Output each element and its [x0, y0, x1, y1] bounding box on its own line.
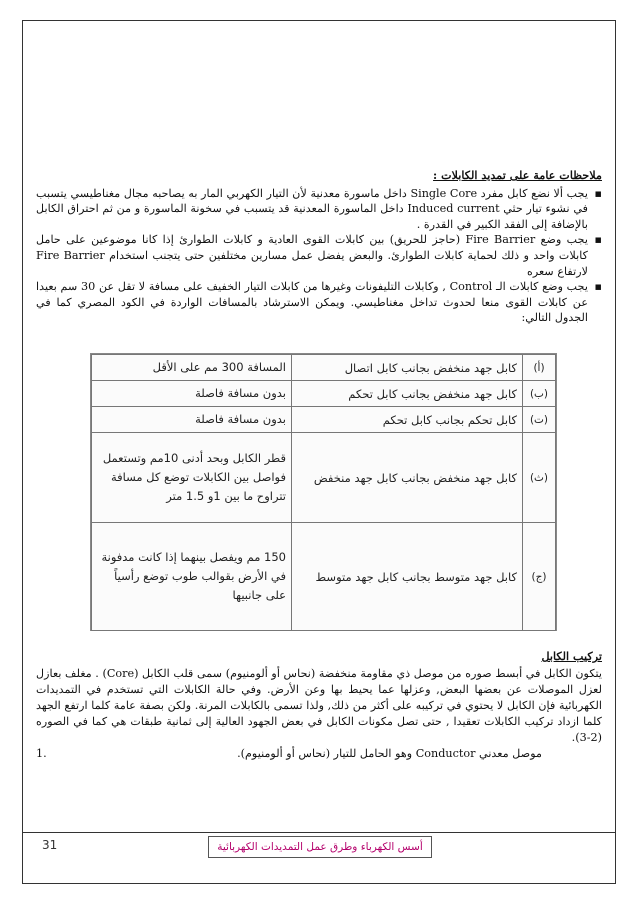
- notes-heading: ملاحظات عامة على تمديد الكابلات :: [433, 168, 602, 182]
- table-row: [92, 381, 556, 407]
- row-condition: 150 مم ويفصل بينهما إذا كانت مدفونة في الأرض بقوالب طوب توضع رأسياً على جانبيها: [92, 523, 292, 631]
- table-row: [92, 523, 556, 631]
- row-condition: المسافة 300 مم على الأقل: [92, 355, 292, 381]
- cable-structure-section: [36, 648, 602, 762]
- row-label: (ج): [523, 523, 556, 631]
- spacing-table: [91, 354, 556, 631]
- row-label: (أ): [523, 355, 556, 381]
- row-description: كابل جهد منخفض بجانب كابل اتصال: [292, 355, 523, 381]
- table-row: [92, 433, 556, 523]
- row-description: كابل تحكم بجانب كابل تحكم: [292, 407, 523, 433]
- row-condition: قطر الكابل وبحد أدنى 10مم وتستعمل فواصل بين الكابلات توضع كل مسافة تتراوح ما بين 1و 1.5 متر: [92, 433, 292, 523]
- table-row: [92, 355, 556, 381]
- page-number: 31: [42, 838, 58, 852]
- table-row: [92, 407, 556, 433]
- note-control-cables: ▪ يجب وضع كابلات الـ Control , وكابلات التليفونات وغيرها من كابلات التيار الخفيف على مسافة لا تقل عن 30 سم بعيدا عن كابلات القوى منعا لحدوث تداخل مغناطيسي. ويمكن الاسترشاد بالمسافات الواردة في الكود المصري كما في الجدول التالي:: [36, 279, 602, 326]
- structure-paragraph: يتكون الكابل في أبسط صوره من موصل ذي مقاومة منخفضة (نحاس أو ألومنيوم) سمى قلب الكابل (Core) . مغلف بعازل لعزل الموصلات عن بعضها البعض, وعزلها عما يحيط بها وعن الأرض. وفي حالة الكابلات التي تستخدم في التمديدات الكهربائية فإن الكابل لا يحتوي في تركيبه على أكثر من ذلك, ولذا تسمى بالكابلات المرنة. ولكن بصفة عامة كلما ارتفع الجهد كلما ازداد تركيب الكابلات تعقيدا , حتى تصل مكونات الكابل في بعض الجهود العالية إلى ثمانية طبقات هي كما في الصوره (2-3).: [36, 667, 602, 744]
- list-item: [36, 746, 602, 762]
- row-description: كابل جهد منخفض بجانب كابل جهد منخفض: [292, 433, 523, 523]
- footer-book-title: أسس الكهرباء وطرق عمل التمديدات الكهربائية: [208, 836, 432, 858]
- item-number: 1.: [36, 747, 47, 760]
- row-condition: بدون مسافة فاصلة: [92, 381, 292, 407]
- row-condition: بدون مسافة فاصلة: [92, 407, 292, 433]
- footer-divider: [22, 832, 616, 833]
- cable-spacing-table: [90, 353, 557, 631]
- item-text: موصل معدني Conductor وهو الحامل للتيار (نحاس أو ألومنيوم).: [237, 747, 542, 760]
- structure-heading: تركيب الكابل: [541, 649, 602, 663]
- note-fire-barrier: ▪ يجب وضع Fire Barrier (حاجز للحريق) بين كابلات القوى العادية و كابلات الطوارئ إذا كانا موضوعين على حامل كابلات واحد و ذلك لحماية كابلات الطوارئ. والبعض يفضل عمل مسارين مختلفين حتى يتجنب استخدام Fire Barrier لارتفاع سعره: [36, 232, 602, 279]
- row-description: كابل جهد متوسط بجانب كابل جهد متوسط: [292, 523, 523, 631]
- note-single-core: ▪ يجب ألا نضع كابل مفرد Single Core داخل ماسورة معدنية لأن التيار الكهربي المار به يصاحبه مجال مغناطيسي يتسبب في نشوء تيار حثي Induced current داخل الماسورة المعدنية قد يتسبب في سخونة الماسورة و من ثم احتراق الكابل بالإضافة إلى الفقد الكبير في القدرة .: [36, 186, 602, 233]
- cable-notes-section: [36, 168, 602, 326]
- row-label: (ث): [523, 433, 556, 523]
- row-description: كابل جهد منخفض بجانب كابل تحكم: [292, 381, 523, 407]
- row-label: (ب): [523, 381, 556, 407]
- row-label: (ت): [523, 407, 556, 433]
